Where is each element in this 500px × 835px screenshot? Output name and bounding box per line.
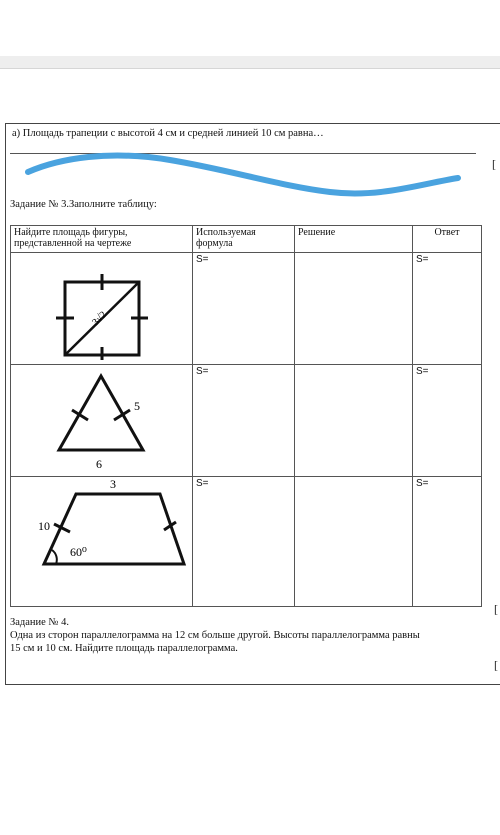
task4-line2: 15 см и 10 см. Найдите площадь параллелограмма. [10, 643, 238, 654]
table-row [11, 253, 482, 365]
top-base-label: 3 [110, 478, 116, 491]
toolbar-strip [0, 56, 500, 69]
table-row [11, 365, 482, 477]
formula-input[interactable]: S= [196, 254, 209, 265]
answer-line [10, 153, 476, 154]
bracket-mark: [ [494, 658, 498, 672]
answer-input[interactable]: S= [416, 478, 429, 489]
solution-input[interactable] [295, 477, 413, 607]
trapezoid-figure [14, 478, 190, 602]
task4-line1: Одна из сторон параллелограмма на 12 см больше другой. Высоты параллелограмма равны [10, 630, 420, 641]
header-solution: Решение [295, 226, 413, 253]
leg-label: 10 [38, 519, 50, 533]
header-answer: Ответ [413, 226, 482, 253]
task-a-text: а) Площадь трапеции с высотой 4 см и средней линией 10 см равна… [12, 128, 324, 139]
bracket-mark: [ [494, 602, 498, 616]
task-table [10, 225, 482, 607]
top-bar [0, 0, 500, 56]
figure-cell-triangle [11, 365, 193, 477]
task4-title: Задание № 4. [10, 617, 69, 628]
formula-input[interactable]: S= [196, 478, 209, 489]
answer-input[interactable]: S= [416, 254, 429, 265]
formula-input[interactable]: S= [196, 366, 209, 377]
figure-cell-trapezoid [11, 477, 193, 607]
header-figure: Найдите площадь фигуры, представленной на чертеже [11, 226, 193, 253]
header-formula: Используемая формула [193, 226, 295, 253]
answer-input[interactable]: S= [416, 366, 429, 377]
solution-input[interactable] [295, 365, 413, 477]
square-figure [14, 254, 190, 360]
base-label: 6 [96, 457, 102, 471]
table-row [11, 477, 482, 607]
angle-label: 60⁰ [70, 545, 87, 559]
side-label: 5 [134, 399, 140, 413]
bracket-mark: [ [492, 157, 496, 171]
task3-title: Задание № 3.Заполните таблицу: [10, 199, 157, 210]
diagonal-label: 3√2 [90, 309, 110, 329]
triangle-figure [14, 366, 190, 472]
solution-input[interactable] [295, 253, 413, 365]
figure-cell-square [11, 253, 193, 365]
